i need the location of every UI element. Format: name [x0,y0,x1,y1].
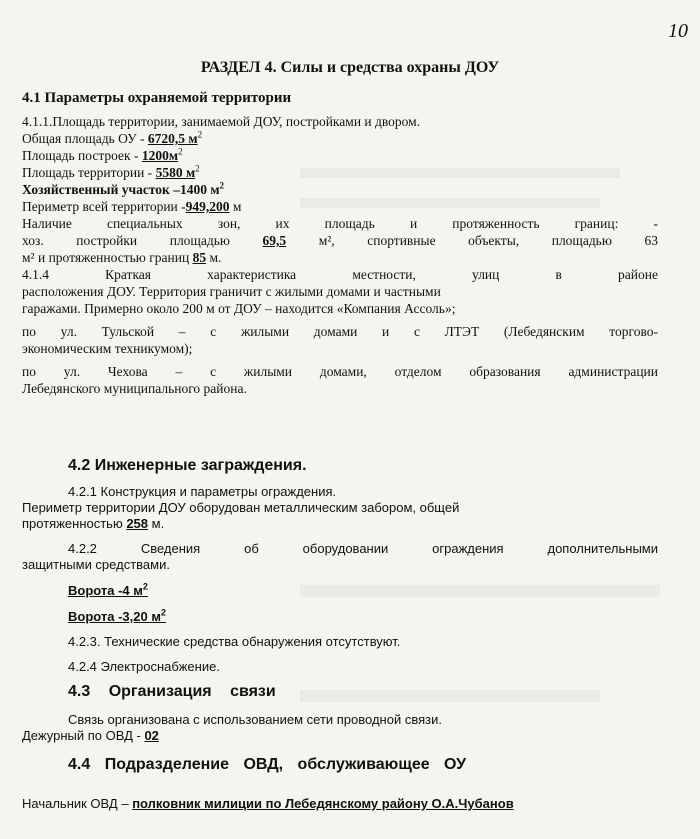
text-4-1-1: 4.1.1.Площадь территории, занимаемой ДОУ, постройками и двором. [22,114,421,129]
chekhova-b: Лебедянского муниципального района. [22,381,247,396]
duty-officer: Дежурный по ОВД - 02 [22,728,159,743]
page-number: 10 [668,20,688,42]
text-4-2-1: 4.2.1 Конструкция и параметры ограждения. [68,484,337,499]
tulskaya-b: экономическим техникумом); [22,341,193,356]
section-title: РАЗДЕЛ 4. Силы и средства охраны ДОУ [200,60,500,76]
communication: Связь организована с использованием сети проводной связи. [68,712,442,727]
chief-officer: Начальник ОВД – полковник милиции по Лебедянскому району О.А.Чубанов [22,796,514,811]
text-4-1-4-a: 4.1.4 Краткая характеристика местности, улиц в районе [22,267,658,282]
chekhova-a: по ул. Чехова – с жилыми домами, отделом образования администрации [22,364,658,379]
text-4-2-2-b: защитными средствами. [22,557,170,572]
fence-a: Периметр территории ДОУ оборудован металлическим забором, общей [22,500,460,515]
heading-4-3: 4.3 Организация связи [68,684,276,700]
zones-border: м² и протяженностью границ 85 м. [22,250,222,265]
perimeter: Периметр всей территории -949,200 м [22,199,242,214]
gate-2: Ворота -3,20 $м^2$ [68,609,166,624]
total-area: Общая площадь ОУ - 6720,5 $м^2$ [22,131,203,146]
text-4-2-2-a: 4.2.2 Сведения об оборудовании ограждения дополнительными [68,541,658,556]
heading-4-1: 4.1 Параметры охраняемой территории [22,90,292,106]
fence-b: протяженностью 258 м. [22,516,165,531]
household-area: Хозяйственный участок –1400 $м^2$ [22,182,225,197]
heading-4-2: 4.2 Инженерные заграждения. [68,458,307,474]
gate-1: Ворота -4 $м^2$ [68,583,148,598]
text-4-2-3: 4.2.3. Технические средства обнаружения отсутствуют. [68,634,401,649]
heading-4-4: 4.4 Подразделение ОВД, обслуживающее ОУ [68,757,467,773]
buildings-area: Площадь построек - $1200м^2$ [22,148,183,163]
text-4-1-4-b: расположения ДОУ. Территория граничит с жилыми домами и частными [22,284,441,299]
text-4-2-4: 4.2.4 Электроснабжение. [68,659,220,674]
territory-area: Площадь территории - 5580 $м^2$ [22,165,200,180]
zones-line: Наличие специальных зон, их площадь и протяженность границ: - [22,216,658,231]
tulskaya-a: по ул. Тульской – с жилыми домами и с ЛТЭТ (Лебедянским торгово- [22,324,658,339]
zones-detail: хоз. постройки площадью 69,5 м², спортивные объекты, площадью 63 [22,233,658,248]
text-4-1-4-c: гаражами. Примерно около 200 м от ДОУ – находится «Компания Ассоль»; [22,301,456,316]
